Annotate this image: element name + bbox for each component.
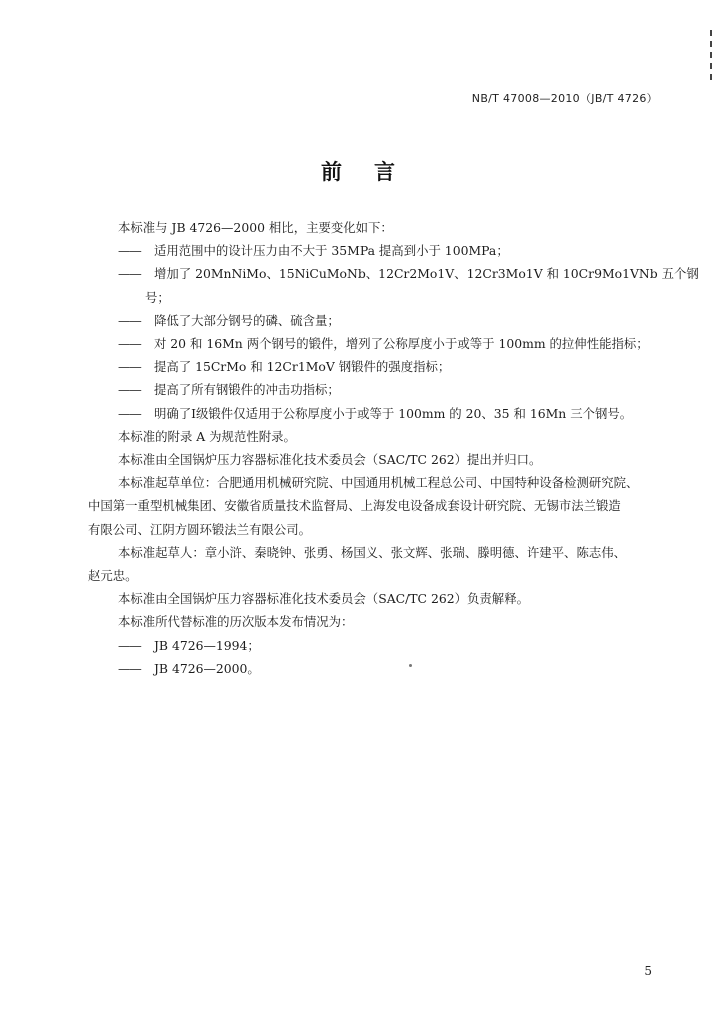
document-body [88, 216, 699, 680]
change-item [88, 355, 668, 378]
page-number: 5 [644, 964, 652, 978]
dash-symbol: —— [118, 382, 141, 398]
change-item [88, 262, 699, 285]
change-text: 适用范围中的设计压力由不大于 35MPa 提高到小于 100MPa； [153, 243, 509, 259]
dash-symbol: —— [118, 637, 141, 653]
change-item [88, 402, 668, 425]
change-text: 提高了 15CrMo 和 12Cr1MoV 钢锻件的强度指标； [153, 359, 451, 375]
history-item [88, 634, 668, 657]
history-intro: 本标准所代替标准的历次版本发布情况为： [118, 614, 354, 630]
dash-symbol: —— [118, 660, 141, 676]
interpreter-paragraph: 本标准由全国锅炉压力容器标准化技术委员会（SAC/TC 262）负责解释。 [118, 591, 529, 607]
scan-edge-mark [710, 30, 714, 80]
dash-symbol: —— [118, 336, 141, 352]
change-text: 明确了Ⅰ级锻件仅适用于公称厚度小于或等于 100mm 的 20、35 和 16Mn 三个钢号。 [153, 405, 633, 421]
dash-symbol: —— [118, 243, 141, 259]
drafting-units-line: 有限公司、江阴方圆环锻法兰有限公司。 [88, 521, 312, 537]
dash-symbol: —— [118, 359, 141, 375]
history-text: JB 4726—2000。 [153, 660, 260, 676]
change-text: 降低了大部分钢号的磷、硫含量； [153, 312, 340, 328]
change-item [88, 332, 668, 355]
intro-paragraph: 本标准与 JB 4726—2000 相比，主要变化如下： [118, 220, 393, 235]
appendix-note: 本标准的附录 A 为规范性附录。 [118, 428, 296, 444]
dash-symbol: —— [118, 266, 141, 282]
dash-symbol: —— [118, 405, 141, 421]
change-item [88, 309, 668, 332]
history-text: JB 4726—1994； [153, 637, 260, 653]
dash-symbol: —— [118, 312, 141, 328]
history-item [88, 657, 668, 680]
drafting-units-line: 本标准起草单位：合肥通用机械研究院、中国通用机械工程总公司、中国特种设备检测研究院、 [118, 475, 639, 491]
drafting-units-line: 中国第一重型机械集团、安徽省质量技术监督局、上海发电设备成套设计研究院、无锡市法兰锻造 [88, 498, 621, 514]
page-title: 前言 [321, 160, 427, 184]
proposer-paragraph: 本标准由全国锅炉压力容器标准化技术委员会（SAC/TC 262）提出并归口。 [118, 452, 542, 468]
drafters-line: 本标准起草人：章小浒、秦晓钟、张勇、杨国义、张文辉、张瑞、滕明德、许建平、陈志伟、 [118, 544, 627, 560]
drafters-line: 赵元忠。 [88, 568, 138, 584]
change-item [88, 378, 668, 401]
standard-number: NB/T 47008—2010（JB/T 4726） [471, 92, 658, 105]
change-text: 对 20 和 16Mn 两个钢号的锻件，增列了公称厚度小于或等于 100mm 的拉伸性能指标； [153, 336, 649, 352]
change-text: 增加了 20MnNiMo、15NiCuMoNb、12Cr2Mo1V、12Cr3Mo1V 和 10Cr9Mo1VNb 五个钢 [153, 266, 699, 282]
change-text: 提高了所有钢锻件的冲击功指标； [153, 382, 340, 398]
scan-speck [409, 664, 412, 667]
change-item-continuation: 号； [145, 289, 170, 305]
change-item [88, 239, 668, 262]
